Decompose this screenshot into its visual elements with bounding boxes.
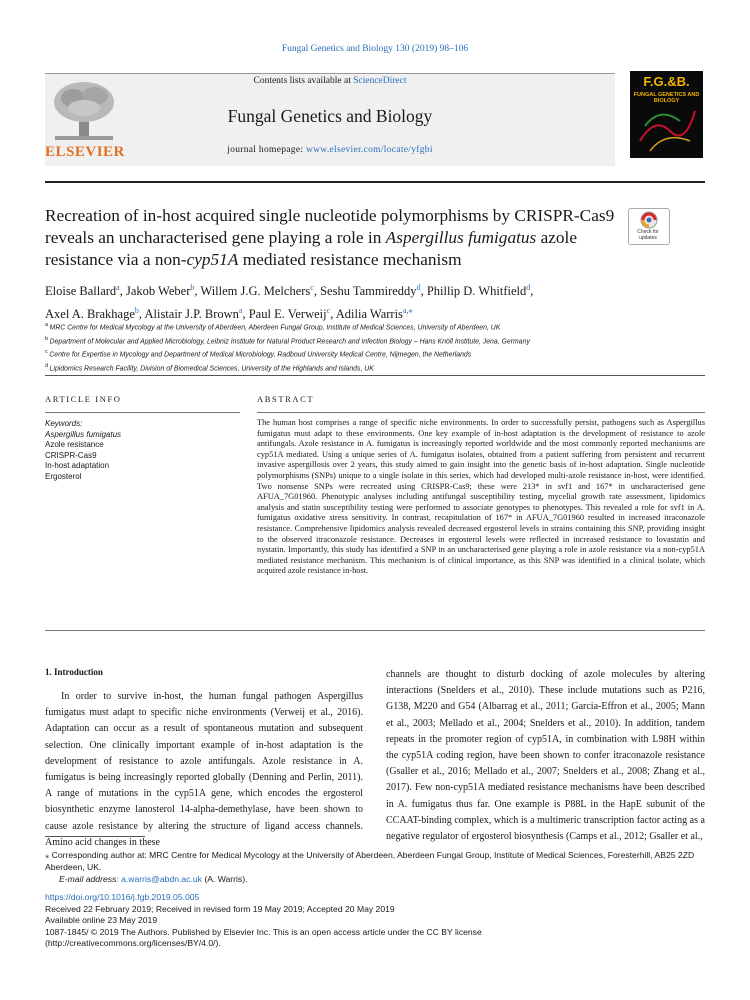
check-for-updates-label: Check for updates: [637, 229, 659, 241]
author-affiliation-mark[interactable]: b: [190, 283, 195, 292]
article-title: Recreation of in-host acquired single nucleotide polymorphisms by CRISPR-Cas9 reveals an uncharacterised gene playing a role in Aspergillus fumigatus azole resistance via a non-cyp51A mediated resistance mechanism: [45, 206, 615, 269]
author-name: Axel A. Brakhage: [45, 307, 135, 322]
abstract-end-rule: [45, 630, 705, 631]
affiliation-item: [45, 347, 705, 361]
footnote-rule: [45, 836, 145, 837]
affiliation-mark: c: [45, 349, 50, 355]
introduction-column-2: channels are thought to disturb docking of azole molecules by altering interactions (Snelders et al., 2010). These include mutations such as P216, G138, M220 and G54 (Albarrag et al., 2011; Garcia-Effron et al., 2005; Mann et al., 2003; Mellado et al., 2004; Snelders et al., 2010). In addition, tandem repeats in the promoter region of cyp51A, in combination with L98H within the cyp51A coding region, have been shown to confer itraconazole resistance (Gsaller et al., 2016; Mellado et al., 2007; Snelders et al., 2008; Zhang et al., 2017). Few non-cyp51A mediated resistance mechanisms have been described in A. fumigatus thus far. One example is P88L in the HapE subunit of the CCAAT-binding complex, which is a multimeric transcription factor acting as a negative regulator of ergosterol biosynthesis (Camps et al., 2012; Gsaller et al.,: [386, 669, 705, 843]
corresponding-author-note: ⁎ Corresponding author at: MRC Centre for Medical Mycology at the University of Aberdeen, Aberdeen Fungal Group, Institute of Medical Sciences, Foresterhill, AB25 2ZD Aberdeen, UK. E-mail address: a.warris@abdn.ac.uk (A. Warris).: [45, 850, 695, 884]
affiliation-item: [45, 361, 705, 375]
journal-homepage: journal homepage: www.elsevier.com/locate/yfgbi: [227, 145, 433, 155]
contents-line: Contents lists available at ScienceDirect: [253, 76, 407, 86]
journal-name: Fungal Genetics and Biology: [227, 106, 433, 126]
keyword: Aspergillus fumigatus: [45, 429, 122, 439]
header-rule: [45, 181, 705, 183]
introduction-column-1: In order to survive in-host, the human fungal pathogen Aspergillus fumigatus must adapt to specific niche environments (Verweij et al., 2016). Adaptation can occur as a result of spontaneous mutation and subsequent selection. One clinically important example of in-host adaptation is the development of resistance to azole antifungals. Azole resistance in A. fumigatus is being increasingly reported globally (Denning and Perlin, 2011). A range of mutations in the cyp51A gene, which encodes the ergosterol biosynthetic enzyme lanosterol 14-alpha-demethylase, have been shown to cause azole resistance by altering the structure of ligand access channels. Amino acid changes in these: [45, 691, 363, 848]
author-affiliation-mark[interactable]: c: [310, 283, 314, 292]
affiliation-text: MRC Centre for Medical Mycology at the University of Aberdeen, Aberdeen Fungal Group, Institute of Medical Sciences, University of Aberdeen, UK: [49, 324, 501, 332]
keyword: In-host adaptation: [45, 461, 110, 471]
abstract-heading: ABSTRACT: [257, 394, 315, 404]
doi-link[interactable]: https://doi.org/10.1016/j.fgb.2019.05.005: [45, 892, 200, 902]
author-affiliation-mark[interactable]: d: [416, 283, 421, 292]
section-rule: [45, 375, 705, 376]
affiliation-item: [45, 334, 705, 348]
keywords-block: [45, 419, 240, 483]
sciencedirect-link[interactable]: ScienceDirect: [353, 76, 407, 86]
keyword: Ergosterol: [45, 471, 82, 481]
license-line: 1087-1845/ © 2019 The Authors. Published by Elsevier Inc. This is an open access article under the CC BY license: [45, 926, 482, 937]
publication-info: [45, 892, 705, 950]
author-affiliation-mark[interactable]: a: [116, 283, 120, 292]
affiliation-mark: d: [45, 362, 50, 369]
author-name: Alistair J.P. Brown: [144, 307, 239, 322]
author-name: Adilia Warris: [335, 307, 403, 322]
author-name: Eloise Ballard: [45, 284, 117, 299]
author-name: Paul E. Verweij: [248, 307, 327, 322]
affiliation-text: Department of Molecular and Applied Microbiology, Leibniz Institute for Natural Product Research and Infection Biology – Hans Knöll Institute, Jena, Germany: [49, 337, 530, 345]
affiliations: [45, 320, 705, 374]
homepage-link[interactable]: www.elsevier.com/locate/yfgbi: [305, 145, 433, 155]
elsevier-wordmark: ELSEVIER: [45, 144, 125, 160]
author-name: Seshu Tammireddy: [320, 284, 417, 299]
email-link[interactable]: a.warris@abdn.ac.uk: [121, 874, 202, 884]
license-url[interactable]: (http://creativecommons.org/licenses/BY/4.0/).: [45, 938, 221, 949]
keyword: Azole resistance: [45, 440, 104, 450]
author-affiliation-mark[interactable]: b: [134, 306, 139, 316]
affiliation-mark: b: [45, 335, 50, 342]
article-info-heading: ARTICLE INFO: [45, 394, 122, 404]
cover-title: F.G.&B.: [643, 74, 690, 89]
affiliation-mark: a: [45, 322, 50, 328]
journal-citation[interactable]: Fungal Genetics and Biology 130 (2019) 98–106: [281, 44, 469, 54]
author-affiliation-mark[interactable]: d: [526, 283, 531, 292]
author-name: Phillip D. Whitfield: [426, 284, 527, 299]
author-list: Eloise Ballard$^a$, Jakob Weber$^b$, Willem J.G. Melchers$^c$, Seshu Tammireddy$^d$, Phillip D. Whitfield$^d$, Axel A. Brakhage$^b$, Alistair J.P. Brown$^a$, Paul E. Verweij$^c$, Adilia Warris$^{a,⁎}$: [45, 283, 534, 322]
cover-subtitle: FUNGAL GENETICS AND BIOLOGY: [633, 92, 700, 104]
keyword: CRISPR-Cas9: [45, 450, 97, 460]
author-name: Willem J.G. Melchers: [200, 284, 311, 299]
affiliation-item: [45, 320, 705, 334]
keywords-label: Keywords:: [45, 419, 83, 428]
available-online: Available online 23 May 2019: [45, 915, 158, 926]
author-affiliation-mark[interactable]: c: [326, 306, 331, 316]
introduction-heading: 1. Introduction: [45, 667, 103, 677]
received-dates: Received 22 February 2019; Received in revised form 19 May 2019; Accepted 20 May 2019: [45, 903, 395, 914]
author-name: Jakob Weber: [125, 284, 191, 299]
affiliation-text: Lipidomics Research Facility, Division of Biomedical Sciences, University of the Highlands and Islands, UK: [49, 364, 374, 372]
abstract-rule: [257, 412, 705, 413]
abstract-text: The human host comprises a range of specific niche environments. In order to successfully persist, pathogens such as Aspergillus fumigatus must adapt to these environments. One key example of in-host adaptation is the development of resistance to azole antifungals. Azole resistance in A. fumigatus is increasingly reported worldwide and the most commonly reported mechanisms are cyp51A mediated. Using a unique series of A. fumigatus isolates, obtained from a patient suffering from persistent and recurrent invasive aspergillosis over 2 years, this study aimed to gain insight into the genetic basis of in-host adaptation. Single nucleotide polymorphisms (SNPs) unique to a single isolate in this series, which had developed multi-azole resistance in-host, were identified. Two nonsense SNPs were recreated using CRISPR-Cas9; these were 213* in svf1 and 167* in uncharacterised gene AFUA_7G01960. Phenotypic analyses including antifungal susceptibility testing, mycelial growth rate assessment, lipidomics analysis and statin susceptibility testing were performed to associate genotypes to phenotypes. This revealed a role for svf1 in A. fumigatus oxidative stress sensitivity. In contrast, recapitulation of 167* in AFUA_7G01960 resulted in increased itraconazole resistance. Comprehensive lipidomics analysis revealed decreased ergosterol levels in strains containing this SNP, providing insight to the observed itraconazole resistance. Decreases in ergosterol levels were reflected in increased resistance to lovastatin and nystatin. Importantly, this study has identified a SNP in an uncharacterised gene playing a role in azole resistance via a non-cyp51A mediated resistance mechanism. This mechanism is of clinical importance, as this SNP was identified in a clinical isolate, which acquired azole resistance in-host.: [257, 418, 705, 576]
author-affiliation-mark[interactable]: a: [238, 306, 243, 316]
author-affiliation-mark[interactable]: a,⁎: [402, 306, 413, 316]
article-info-rule: [45, 412, 240, 413]
affiliation-text: Centre for Expertise in Mycology and Department of Medical Microbiology, Radboud University Medical Centre, Nijmegen, the Netherlands: [49, 351, 472, 359]
